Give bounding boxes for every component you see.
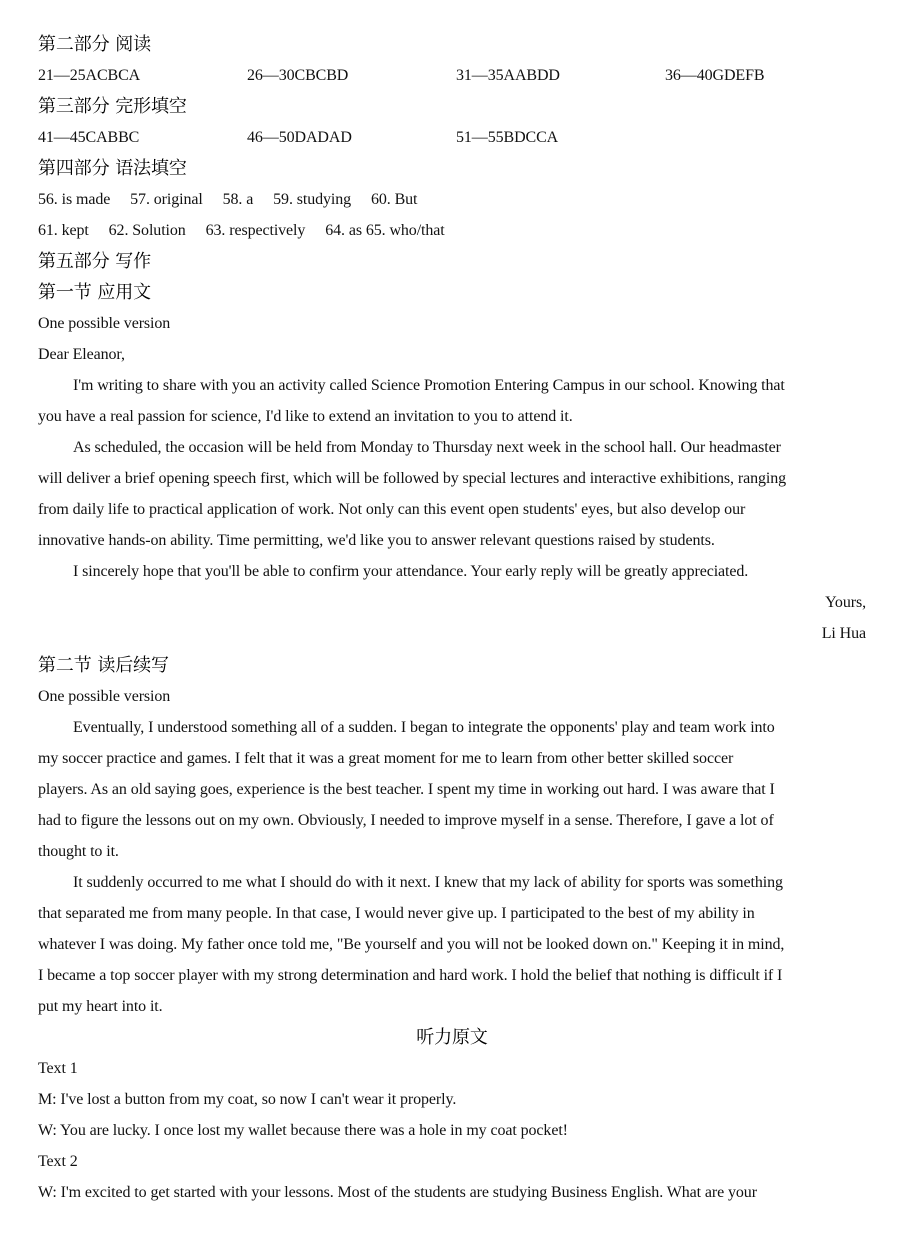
essay-line: my soccer practice and games. I felt that it was a great moment for me to learn from other better skilled soccer (38, 750, 734, 767)
answer-group: 51—55BDCCA (456, 129, 559, 146)
letter-line: As scheduled, the occasion will be held from Monday to Thursday next week in the school hall. Our headmaster (73, 439, 781, 456)
essay-line: that separated me from many people. In that case, I would never give up. I participated to the best of my ability in (38, 905, 755, 922)
answer-group: 21—25ACBCA (38, 67, 141, 84)
grammar-answer: 56. is made (38, 191, 111, 208)
transcript-line: M: I've lost a button from my coat, so now I can't wear it properly. (38, 1091, 457, 1108)
answer-group: 41—45CABBC (38, 129, 140, 146)
letter-line: innovative hands-on ability. Time permitting, we'd like you to answer relevant questions raised by students. (38, 532, 715, 549)
answer-group: 36—40GDEFB (665, 67, 765, 84)
letter-line: I sincerely hope that you'll be able to confirm your attendance. Your early reply will be greatly appreciated. (73, 563, 749, 580)
section2-version-label: One possible version (38, 688, 171, 705)
transcript-line: W: You are lucky. I once lost my wallet because there was a hole in my coat pocket! (38, 1122, 568, 1139)
answer-group: 26—30CBCBD (247, 67, 349, 84)
letter-line: you have a real passion for science, I'd like to extend an invitation to you to attend it. (38, 408, 573, 425)
transcript-line: W: I'm excited to get started with your lessons. Most of the students are studying Business English. What are your (38, 1184, 757, 1201)
essay-line: thought to it. (38, 843, 119, 860)
essay-line: I became a top soccer player with my strong determination and hard work. I hold the belief that nothing is difficult if I (38, 967, 783, 984)
letter-closing: Yours, (825, 594, 866, 611)
part2-heading: 第二部分 阅读 (38, 34, 152, 55)
grammar-answer: 63. respectively (205, 222, 306, 239)
part4-answer-row-2 (38, 215, 868, 246)
answer-group: 46—50DADAD (247, 129, 352, 146)
text1-label: Text 1 (38, 1060, 78, 1077)
letter-line: will deliver a brief opening speech first, which will be followed by special lectures and interactive exhibitions, ranging (38, 470, 787, 487)
letter-line: from daily life to practical application of work. Not only can this event open students' eyes, but also develop our (38, 501, 746, 518)
section1-version-label: One possible version (38, 315, 171, 332)
grammar-answer: 58. a (222, 191, 254, 208)
part4-heading: 第四部分 语法填空 (38, 158, 187, 179)
grammar-answer: 60. But (370, 191, 418, 208)
section1-heading: 第一节 应用文 (38, 282, 152, 303)
grammar-answer: 61. kept (38, 222, 89, 239)
letter-line: I'm writing to share with you an activity called Science Promotion Entering Campus in our school. Knowing that (73, 377, 785, 394)
part3-heading: 第三部分 完形填空 (38, 96, 187, 117)
grammar-answer: 62. Solution (108, 222, 186, 239)
listening-title: 听力原文 (416, 1027, 488, 1048)
essay-line: players. As an old saying goes, experience is the best teacher. I spent my time in working out hard. I was aware that I (38, 781, 775, 798)
part4-answer-row-1 (38, 184, 868, 215)
essay-line: whatever I was doing. My father once told me, "Be yourself and you will not be looked down on." Keeping it in mind, (38, 936, 785, 953)
letter-salutation: Dear Eleanor, (38, 346, 125, 363)
part3-answer-row (38, 122, 868, 153)
essay-line: put my heart into it. (38, 998, 163, 1015)
letter-signature: Li Hua (821, 625, 866, 642)
answer-group: 31—35AABDD (456, 67, 560, 84)
part2-answer-row (38, 60, 868, 91)
text2-label: Text 2 (38, 1153, 78, 1170)
grammar-answer: 57. original (130, 191, 203, 208)
essay-line: It suddenly occurred to me what I should do with it next. I knew that my lack of ability for sports was something (73, 874, 783, 891)
section2-heading: 第二节 读后续写 (38, 655, 169, 676)
essay-line: Eventually, I understood something all of a sudden. I began to integrate the opponents' play and team work into (73, 719, 775, 736)
grammar-answer: 59. studying (273, 191, 352, 208)
part5-heading: 第五部分 写作 (38, 251, 152, 272)
essay-line: had to figure the lessons out on my own. Obviously, I needed to improve myself in a sense. Therefore, I gave a lot of (38, 812, 774, 829)
grammar-answer: 64. as 65. who/that (325, 222, 445, 239)
